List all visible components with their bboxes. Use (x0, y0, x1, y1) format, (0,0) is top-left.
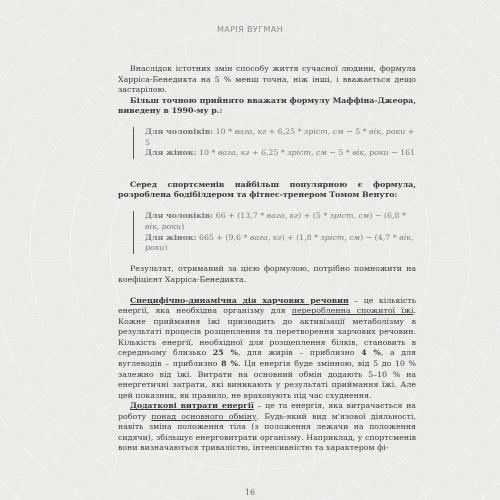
underlined-phrase: переробленна спожитої їжі (291, 306, 414, 316)
formula-text: + 6,25 * (249, 148, 288, 158)
page-body (118, 64, 416, 454)
paragraph-intro: Внаслідок істотних змін способу життя сучасної людини, формула Харріса-Бенедикта на 5 % менш точна, ніж інші, і вважається дещо застарілою. (118, 64, 416, 95)
paragraph-additional-energy (118, 401, 416, 454)
formula-text: ) − (6,8 * (369, 211, 406, 221)
value-fat: 4 % (361, 348, 381, 358)
term-heading: Специфічно-динамічна дія харчових речовин (130, 295, 349, 305)
value-carbs: 8 % (221, 359, 238, 369)
formula-text: ) (181, 222, 185, 232)
formula-text: + 6,25 * (266, 127, 305, 137)
formula-variable: вік, роки (145, 232, 414, 253)
formula-variable: зріст, см (320, 232, 361, 242)
body-text: , для жирів – приблизно (237, 348, 362, 358)
value-protein: 25 % (212, 348, 238, 358)
body-text: . Ця енергія буде змінною, від 5 до 10 % залежно від їжі. Витрати на основний обмін додають 5–10 % на енергетичні затрати, які виникають у результаті приймання їжі. Але цей показник, як правило, не враховують під час схуднення. (118, 359, 416, 400)
running-header-author: МАРІЯ ВУГМАН (216, 25, 284, 34)
paragraph-venuto-intro: Серед спортсменів найбільш популярною є формула, розроблена бодібілдером та фітнес-тренером Томом Венуто: (118, 179, 416, 200)
body-text: . Будь-який вид м'язової діяльності, навіть зміна положення тіла (з положення лежачи на положення сидячи), збільшує енерговитрати організму. Наприклад, у спортсменів вони визначаються тривалістю, інтенсивністю та характером фі- (118, 411, 416, 453)
body-text: . Кожне приймання їжі призводить до активізації метаболізму в результаті процесів розщеплення та перетворення харчових речовин. Кількість енергії, необхідної для розщеплення білків, становить в середньому близько (118, 306, 416, 358)
term-heading: Додаткові витрати енергії (130, 401, 254, 411)
formula-variable: зріст, см (329, 211, 370, 221)
page-number: 16 (244, 488, 256, 497)
formula-variable: вік, роки (352, 148, 389, 158)
formula-text: − 5 * (343, 127, 370, 137)
paragraph-specific-dynamic-action (118, 296, 416, 401)
formula-text: 665 + (9,6 * (196, 232, 250, 242)
formula-variable: вік, роки (145, 222, 182, 232)
formula-variable: вага, кг (266, 211, 299, 221)
formula-men-label: Для чоловіків: (145, 127, 214, 137)
formula-variable: вага, кг (234, 127, 267, 137)
paragraph-result: Результат, отриманий за цією формулою, потрібно помножити на коефіцієнт Харріса-Бенедикта. (118, 264, 416, 284)
formula-text: ) (164, 243, 168, 253)
formula-text: ) − (4,7 * (360, 232, 400, 242)
formula-text: ) + (1,8 * (281, 232, 321, 242)
formula-variable: зріст, см (304, 127, 344, 137)
body-text: , а для вуглеводів – приблизно (118, 348, 417, 369)
formula-text: ) + (5 * (298, 211, 330, 221)
formula-men-label: Для чоловіків: (145, 211, 214, 221)
formula-variable: вага, кг (249, 232, 282, 242)
formula-block-mifflin (133, 127, 416, 159)
formula-women-label: Для жінок: (145, 148, 197, 158)
formula-women (145, 148, 416, 159)
body-text: – це кількість енергії, яка необхідна організму для (118, 295, 416, 316)
formula-variable: вік, роки (369, 127, 406, 137)
formula-men (145, 211, 416, 232)
formula-variable: вага, кг (217, 148, 250, 158)
body-text: – це та енергія, яка витрачається на роботу (118, 401, 416, 421)
paragraph-mifflin-intro: Більш точною прийнято вважати формулу Маффіна-Джеора, виведену в 1990-му р.: (118, 95, 416, 116)
formula-text: − 5 * (326, 148, 353, 158)
formula-text: + 5 (145, 127, 415, 147)
formula-text: 10 * (213, 127, 235, 137)
underlined-phrase: понад основного обміну (151, 411, 257, 421)
formula-text: 66 + (13,7 * (213, 211, 267, 221)
formula-women-label: Для жінок: (145, 232, 197, 242)
formula-women (145, 233, 416, 254)
formula-text: 10 * (196, 148, 218, 158)
formula-text: − 161 (388, 148, 416, 158)
formula-men (145, 127, 416, 148)
formula-block-venuto (133, 211, 416, 253)
formula-variable: зріст, см (287, 148, 327, 158)
